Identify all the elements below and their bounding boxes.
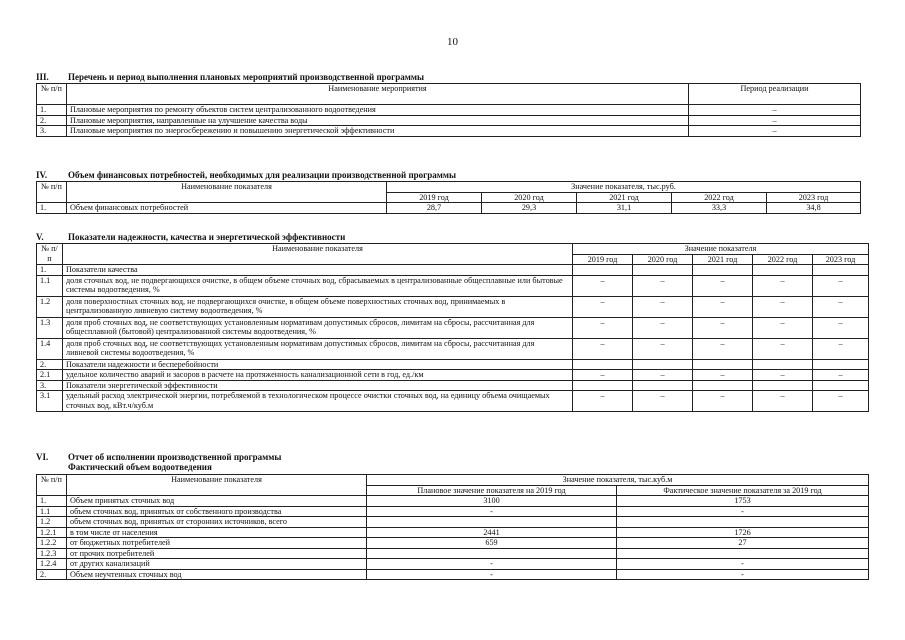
- table-header-row: [37, 244, 869, 255]
- dash-cell: [633, 296, 693, 317]
- section4-number: IV.: [36, 170, 48, 180]
- row-fact: -: [617, 559, 869, 570]
- empty-cell: [753, 380, 813, 391]
- table-row: [37, 105, 861, 116]
- row-name: объем сточных вод, принятых от сторонних источников, всего: [67, 517, 367, 528]
- row-number: 1.4: [37, 338, 63, 359]
- col-value-header: Значение показателя, тыс.руб.: [387, 182, 861, 193]
- dash-cell: [813, 338, 869, 359]
- row-fact: [617, 517, 869, 528]
- row-number: 2.: [37, 569, 67, 580]
- row-number: 1.2.2: [37, 538, 67, 549]
- row-number: 1.2.1: [37, 527, 67, 538]
- row-value: 28,7: [387, 203, 482, 214]
- row-plan: -: [367, 559, 617, 570]
- row-name: доля сточных вод, не подвергающихся очистке, в общем объеме сточных вод, сбрасываемых в централизованные общесплавные или бытовые системы водоотведения, %: [63, 275, 573, 296]
- dash-cell: [633, 275, 693, 296]
- row-name: Показатели качества: [63, 265, 573, 276]
- section3-heading: [36, 72, 424, 82]
- row-fact: 1753: [617, 496, 869, 507]
- empty-cell: [693, 380, 753, 391]
- dash-cell: [693, 338, 753, 359]
- table-row: [37, 203, 861, 214]
- row-name: Объем финансовых потребностей: [67, 203, 387, 214]
- table-row: [37, 506, 869, 517]
- dash-cell: [693, 275, 753, 296]
- table-header-row: [37, 182, 861, 193]
- empty-cell: [813, 380, 869, 391]
- col-name-header: Наименование показателя: [67, 475, 367, 496]
- empty-cell: [573, 359, 633, 370]
- dash-cell: [753, 317, 813, 338]
- dash-cell: [753, 338, 813, 359]
- table-row: [37, 115, 861, 126]
- section6-title: Отчет об исполнении производственной программы: [68, 452, 282, 462]
- section6-subtitle: Фактический объем водоотведения: [68, 462, 212, 472]
- row-name: Плановые мероприятия, направленные на улучшение качества воды: [67, 115, 689, 126]
- table-row: [37, 496, 869, 507]
- row-number: 1.: [37, 203, 67, 214]
- row-number: 1.: [37, 496, 67, 507]
- dash-cell: [753, 296, 813, 317]
- year-header: 2022 год: [672, 192, 767, 203]
- dash-cell: [573, 391, 633, 412]
- dash-cell: [813, 317, 869, 338]
- row-name: доля проб сточных вод, не соответствующих установленным нормативам допустимых сбросов, лимитам на сбросы, рассчитанная для общесплавной (бытовой) централизованной системы водоотведения, %: [63, 317, 573, 338]
- row-name: Плановые мероприятия по энергосбережению и повышению энергетической эффективности: [67, 126, 689, 137]
- dash-cell: [633, 370, 693, 381]
- section3-number: III.: [36, 72, 49, 82]
- empty-cell: [693, 359, 753, 370]
- section4-heading: [36, 170, 456, 180]
- col-no-header: № п/п: [37, 244, 63, 265]
- row-number: 3.: [37, 380, 63, 391]
- table-row: [37, 527, 869, 538]
- empty-cell: [633, 265, 693, 276]
- row-plan: 659: [367, 538, 617, 549]
- dash-cell: [693, 370, 753, 381]
- table-row: [37, 391, 869, 412]
- dash-cell: [573, 338, 633, 359]
- table-row: [37, 370, 869, 381]
- year-header: 2021 год: [577, 192, 672, 203]
- year-header: 2020 год: [633, 254, 693, 265]
- row-number: 2.: [37, 115, 67, 126]
- dash-cell: [693, 317, 753, 338]
- row-number: 1.2: [37, 296, 63, 317]
- table-row: [37, 517, 869, 528]
- table-row: [37, 317, 869, 338]
- row-plan: -: [367, 569, 617, 580]
- row-value: 34,8: [767, 203, 861, 214]
- table-row: [37, 126, 861, 137]
- col-period-header: Период реализации: [689, 84, 861, 105]
- empty-cell: [633, 359, 693, 370]
- dash-cell: [633, 391, 693, 412]
- row-plan: [367, 517, 617, 528]
- dash-cell: [573, 317, 633, 338]
- col-value-header: Значение показателя: [573, 244, 869, 255]
- row-name: доля поверхностных сточных вод, не подвергающихся очистке, в общем объеме поверхностных сточных вод, принимаемых в централизованную ливневую систему водоотведения, %: [63, 296, 573, 317]
- col-name-header: Наименование показателя: [63, 244, 573, 265]
- group-row: [37, 265, 869, 276]
- row-number: 2.1: [37, 370, 63, 381]
- row-fact: -: [617, 506, 869, 517]
- table-row: [37, 338, 869, 359]
- section5-table: [36, 243, 869, 412]
- col-name-header: Наименование показателя: [67, 182, 387, 203]
- table-row: [37, 559, 869, 570]
- col-value-header: Значение показателя, тыс.куб.м: [367, 475, 869, 486]
- empty-cell: [573, 380, 633, 391]
- empty-cell: [573, 265, 633, 276]
- empty-cell: [633, 380, 693, 391]
- row-name: от прочих потребителей: [67, 548, 367, 559]
- row-fact: [617, 548, 869, 559]
- row-name: Плановые мероприятия по ремонту объектов систем централизованного водоотведения: [67, 105, 689, 116]
- section6-number: VI.: [36, 452, 49, 462]
- year-header: 2022 год: [753, 254, 813, 265]
- section4-title: Объем финансовых потребностей, необходимых для реализации производственной программы: [68, 170, 457, 180]
- row-name: объем сточных вод, принятых от собственного производства: [67, 506, 367, 517]
- col-plan-header: Плановое значение показателя на 2019 год: [367, 485, 617, 496]
- dash-cell: [813, 275, 869, 296]
- section3-table: [36, 83, 861, 137]
- row-fact: -: [617, 569, 869, 580]
- row-name: Объем принятых сточных вод: [67, 496, 367, 507]
- row-name: удельное количество аварий и засоров в расчете на протяженность канализационной сети в год, ед./км: [63, 370, 573, 381]
- group-row: [37, 380, 869, 391]
- table-row: [37, 538, 869, 549]
- row-name: Показатели энергетической эффективности: [63, 380, 573, 391]
- row-value: 33,3: [672, 203, 767, 214]
- section6-table: [36, 474, 869, 580]
- table-header-row: [37, 84, 861, 105]
- table-row: [37, 548, 869, 559]
- row-name: Показатели надежности и бесперебойности: [63, 359, 573, 370]
- year-header: 2021 год: [693, 254, 753, 265]
- section3-title: Перечень и период выполнения плановых мероприятий производственной программы: [68, 72, 425, 82]
- row-number: 1.: [37, 265, 63, 276]
- section5-title: Показатели надежности, качества и энергетической эффективности: [68, 232, 346, 242]
- row-name: удельный расход электрической энергии, потребляемой в технологическом процессе очистки сточных вод, на единицу объема очищаемых сточных вод, кВт.ч/куб.м: [63, 391, 573, 412]
- year-header: 2019 год: [573, 254, 633, 265]
- row-period: –: [689, 115, 861, 126]
- empty-cell: [813, 265, 869, 276]
- row-value: 29,3: [482, 203, 577, 214]
- row-number: 1.3: [37, 317, 63, 338]
- row-number: 1.2.3: [37, 548, 67, 559]
- row-number: 1.2.4: [37, 559, 67, 570]
- dash-cell: [813, 296, 869, 317]
- empty-cell: [753, 359, 813, 370]
- table-row: [37, 569, 869, 580]
- row-number: 2.: [37, 359, 63, 370]
- dash-cell: [573, 370, 633, 381]
- col-name-header: Наименование мероприятия: [67, 84, 689, 105]
- dash-cell: [693, 296, 753, 317]
- row-number: 1.2: [37, 517, 67, 528]
- dash-cell: [813, 391, 869, 412]
- row-name: от других канализаций: [67, 559, 367, 570]
- row-fact: 1726: [617, 527, 869, 538]
- row-number: 3.: [37, 126, 67, 137]
- dash-cell: [633, 338, 693, 359]
- row-fact: 27: [617, 538, 869, 549]
- col-fact-header: Фактическое значение показателя за 2019 год: [617, 485, 869, 496]
- year-header: 2020 год: [482, 192, 577, 203]
- table-row: [37, 296, 869, 317]
- row-period: –: [689, 105, 861, 116]
- row-plan: -: [367, 506, 617, 517]
- row-value: 31,1: [577, 203, 672, 214]
- dash-cell: [573, 275, 633, 296]
- col-no-header: № п/п: [37, 84, 67, 105]
- empty-cell: [693, 265, 753, 276]
- empty-cell: [753, 265, 813, 276]
- group-row: [37, 359, 869, 370]
- page-number: 10: [447, 36, 458, 48]
- year-header: 2023 год: [813, 254, 869, 265]
- row-name: в том числе от населения: [67, 527, 367, 538]
- dash-cell: [753, 275, 813, 296]
- row-plan: [367, 548, 617, 559]
- section5-number: V.: [36, 232, 44, 242]
- table-row: [37, 275, 869, 296]
- empty-cell: [813, 359, 869, 370]
- row-plan: 3100: [367, 496, 617, 507]
- row-name: от бюджетных потребителей: [67, 538, 367, 549]
- row-plan: 2441: [367, 527, 617, 538]
- row-name: Объем неучтенных сточных вод: [67, 569, 367, 580]
- dash-cell: [753, 370, 813, 381]
- section5-heading: [36, 232, 345, 242]
- year-header: 2019 год: [387, 192, 482, 203]
- row-number: 3.1: [37, 391, 63, 412]
- row-number: 1.: [37, 105, 67, 116]
- col-no-header: № п/п: [37, 475, 67, 496]
- dash-cell: [753, 391, 813, 412]
- dash-cell: [813, 370, 869, 381]
- dash-cell: [693, 391, 753, 412]
- table-header-row: [37, 475, 869, 486]
- year-header: 2023 год: [767, 192, 861, 203]
- row-name: доля проб сточных вод, не соответствующих установленным нормативам допустимых сбросов, лимитам на сбросы, рассчитанная для ливневой системы водоотведения, %: [63, 338, 573, 359]
- dash-cell: [633, 317, 693, 338]
- dash-cell: [573, 296, 633, 317]
- col-no-header: № п/п: [37, 182, 67, 203]
- section6-heading: [36, 452, 281, 462]
- section4-table: [36, 181, 861, 214]
- row-period: –: [689, 126, 861, 137]
- row-number: 1.1: [37, 275, 63, 296]
- row-number: 1.1: [37, 506, 67, 517]
